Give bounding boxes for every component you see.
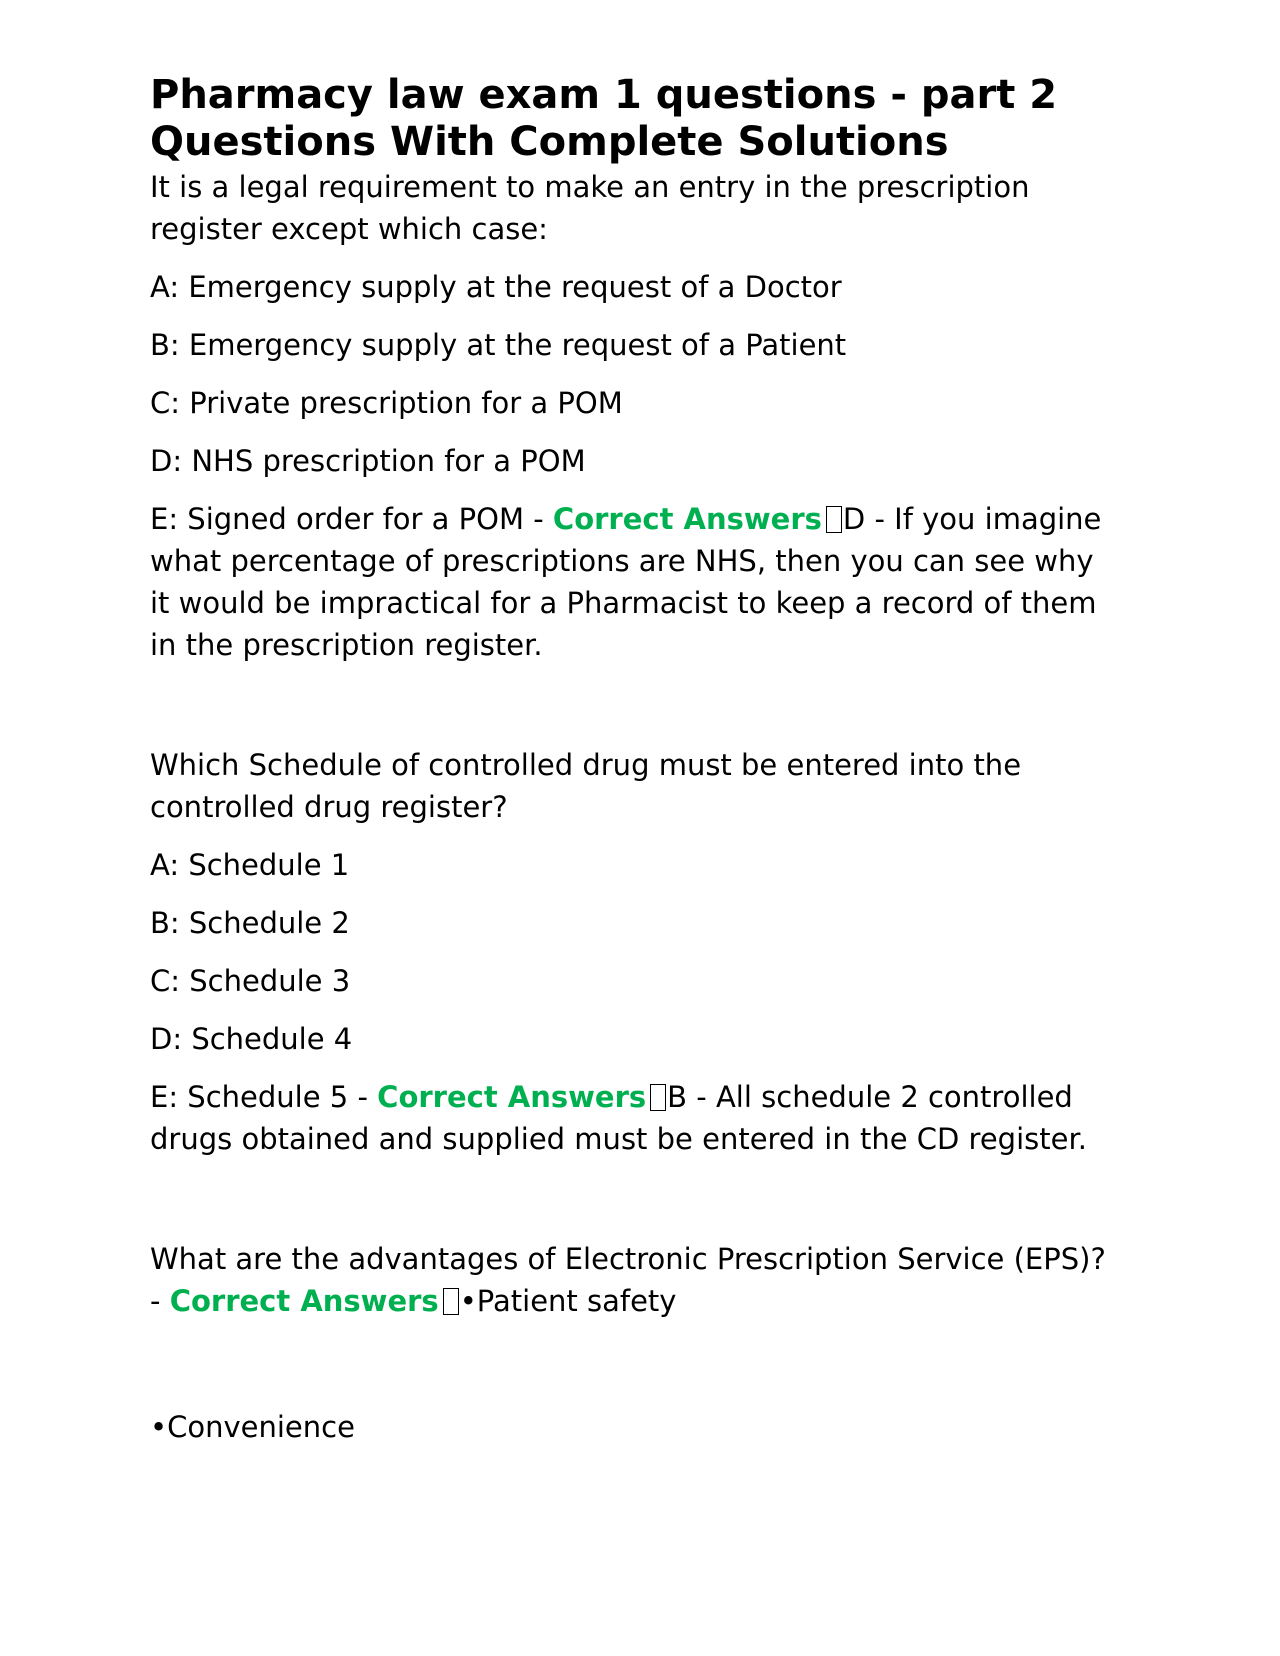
- document-page: [150, 72, 1110, 1464]
- correct-answers-label: Correct Answers: [377, 1080, 647, 1114]
- question-stem: Which Schedule of controlled drug must be entered into the controlled drug register?: [150, 748, 1022, 824]
- option-e-with-answer: [150, 1076, 1110, 1160]
- missing-glyph-icon: [826, 506, 842, 533]
- spacer: [150, 1338, 1110, 1406]
- correct-answers-label: Correct Answers: [552, 502, 822, 536]
- question-3: [150, 1238, 1110, 1448]
- bullet-item: •Convenience: [150, 1410, 355, 1444]
- option-b: B: Emergency supply at the request of a Patient: [150, 328, 847, 362]
- missing-glyph-icon: [443, 1288, 459, 1315]
- option-a: A: Schedule 1: [150, 848, 350, 882]
- answer-text: •Patient safety: [459, 1284, 677, 1318]
- option-d: D: NHS prescription for a POM: [150, 444, 586, 478]
- question-with-answer: [150, 1238, 1110, 1322]
- answer-text: D - If you imagine what percentage of prescriptions are NHS, then you can see why it would be impractical for a Pharmacist to keep a record of them in the prescription register.: [150, 502, 1102, 662]
- option-c: C: Private prescription for a POM: [150, 386, 623, 420]
- option-d: D: Schedule 4: [150, 1022, 353, 1056]
- question-2: [150, 744, 1110, 1160]
- option-e: E: Schedule 5 -: [150, 1080, 378, 1114]
- page-title: Pharmacy law exam 1 questions - part 2 Questions With Complete Solutions: [150, 72, 1058, 165]
- option-e-with-answer: [150, 498, 1110, 666]
- option-e: E: Signed order for a POM -: [150, 502, 553, 536]
- missing-glyph-icon: [650, 1084, 666, 1111]
- correct-answers-label: Correct Answers: [169, 1284, 439, 1318]
- option-c: C: Schedule 3: [150, 964, 351, 998]
- spacer: [150, 682, 1110, 744]
- question-stem: What are the advantages of Electronic Prescription Service (EPS)? -: [150, 1242, 1106, 1318]
- option-a: A: Emergency supply at the request of a Doctor: [150, 270, 842, 304]
- answer-text: B - All schedule 2 controlled drugs obtained and supplied must be entered in the CD register.: [150, 1080, 1087, 1156]
- spacer: [150, 1176, 1110, 1238]
- option-b: B: Schedule 2: [150, 906, 350, 940]
- question-stem: It is a legal requirement to make an entry in the prescription register except which case:: [150, 170, 1030, 246]
- question-1: [150, 166, 1110, 666]
